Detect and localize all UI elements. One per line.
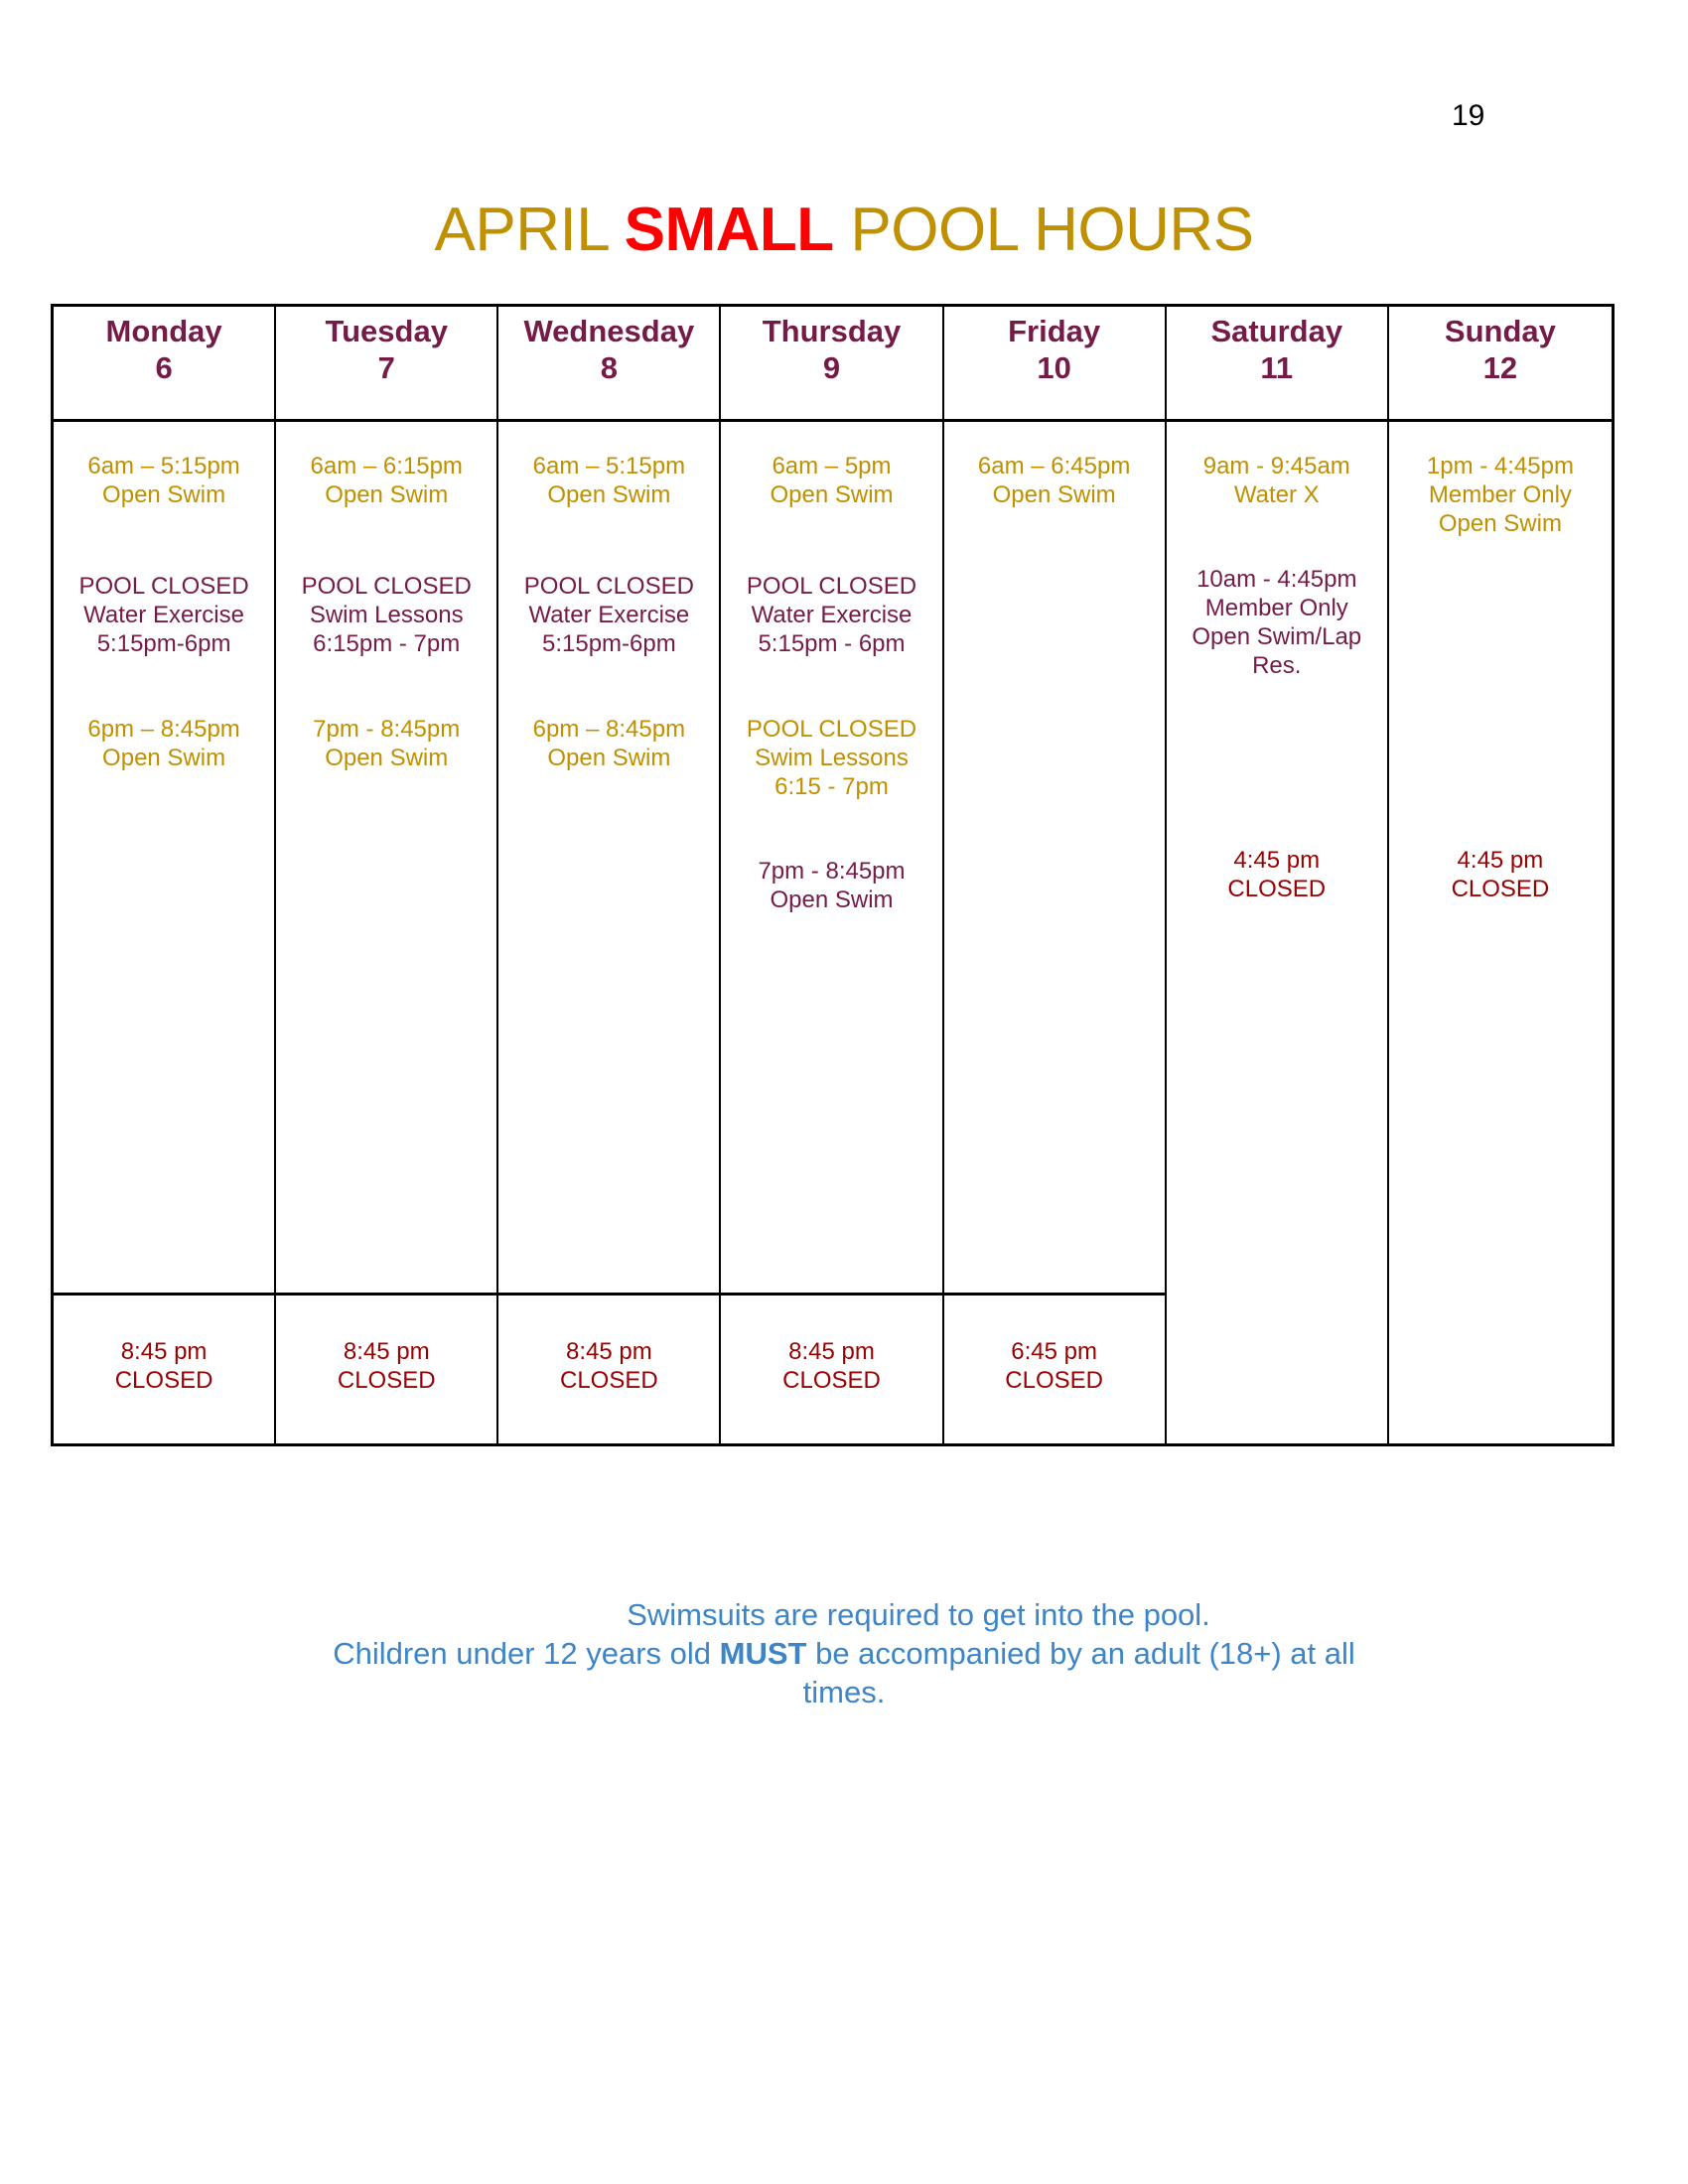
entry-time: 6pm – 8:45pm — [87, 716, 240, 743]
closing-time: 8:45 pm — [343, 1338, 430, 1365]
closing-label: CLOSED — [1227, 876, 1327, 902]
day-header-monday — [54, 307, 276, 419]
schedule-entry — [498, 572, 719, 658]
entry-activity: Open Swim — [547, 745, 671, 771]
entry-status: POOL CLOSED — [746, 573, 917, 600]
entry-activity: Water Exercise — [528, 602, 690, 628]
closing-label: CLOSED — [337, 1367, 436, 1394]
title-prefix: APRIL — [434, 196, 625, 264]
day-date: 6 — [155, 350, 173, 385]
day-date: 10 — [1037, 350, 1071, 385]
schedule-entry — [276, 572, 496, 658]
closing-cell — [498, 1293, 719, 1443]
children-rule-continued: times. — [802, 1675, 886, 1709]
schedule-table — [51, 304, 1615, 1446]
entry-activity: Open Swim — [547, 481, 671, 508]
rule-text: Children under 12 years old — [333, 1636, 720, 1671]
entry-activity: Open Swim — [1438, 510, 1562, 537]
schedule-entry — [54, 715, 274, 772]
children-rule — [0, 1634, 1688, 1673]
schedule-entry — [54, 452, 274, 509]
rule-text: be accompanied by an adult (18+) at all — [806, 1636, 1355, 1671]
entry-activity: Open Swim — [770, 887, 894, 913]
closing-entry — [721, 1337, 941, 1395]
day-column-friday — [944, 422, 1167, 1443]
day-date: 9 — [822, 350, 841, 385]
closing-time: 8:45 pm — [788, 1338, 875, 1365]
day-date: 7 — [377, 350, 395, 385]
entry-time: 6am – 6:15pm — [310, 453, 463, 479]
entry-time: 5:15pm - 6pm — [758, 630, 906, 657]
entry-time: 1pm - 4:45pm — [1426, 453, 1574, 479]
entry-time: 5:15pm-6pm — [96, 630, 231, 657]
page-number: 19 — [1452, 99, 1485, 132]
schedule-entry — [944, 452, 1165, 509]
schedule-entry — [721, 452, 941, 509]
entry-activity: Res. — [1252, 652, 1302, 679]
closing-cell — [721, 1293, 941, 1443]
closing-time: 4:45 pm — [1233, 847, 1321, 874]
entry-time: 6am – 5pm — [772, 453, 892, 479]
schedule-entry — [498, 715, 719, 772]
entry-activity: Open Swim — [102, 745, 226, 771]
day-header-wednesday — [498, 307, 721, 419]
day-column-tuesday — [276, 422, 498, 1443]
closing-cell — [276, 1293, 496, 1443]
entry-time: 7pm - 8:45pm — [758, 858, 906, 885]
closing-label: CLOSED — [782, 1367, 881, 1394]
day-name: Sunday — [1444, 314, 1556, 348]
entry-activity: Member Only — [1204, 595, 1348, 621]
entry-time: 5:15pm-6pm — [541, 630, 676, 657]
rule-emphasis: MUST — [719, 1636, 807, 1671]
closing-time: 6:45 pm — [1011, 1338, 1097, 1365]
entry-activity: Swim Lessons — [309, 602, 464, 628]
entry-activity: Swim Lessons — [755, 745, 909, 771]
swimsuit-rule: Swimsuits are required to get into the pool. — [627, 1597, 1210, 1632]
closing-cell — [54, 1293, 274, 1443]
closing-cell — [944, 1293, 1165, 1443]
day-header-thursday — [721, 307, 943, 419]
schedule-entry — [276, 715, 496, 772]
schedule-entry — [498, 452, 719, 509]
day-column-saturday — [1167, 422, 1389, 1443]
closing-label: CLOSED — [1005, 1367, 1103, 1394]
closing-label: CLOSED — [560, 1367, 658, 1394]
closing-time: 8:45 pm — [120, 1338, 208, 1365]
day-header-friday — [944, 307, 1167, 419]
entry-time: 6:15 - 7pm — [774, 773, 889, 800]
entry-activity: Open Swim — [770, 481, 894, 508]
schedule-entry — [721, 857, 941, 914]
closing-time: 8:45 pm — [565, 1338, 652, 1365]
schedule-entry — [721, 715, 941, 801]
closing-entry — [944, 1337, 1165, 1395]
schedule-entry — [1167, 565, 1387, 680]
closing-label: CLOSED — [114, 1367, 213, 1394]
schedule-entry — [721, 572, 941, 658]
entry-status: POOL CLOSED — [746, 716, 917, 743]
entry-time: 6am – 5:15pm — [87, 453, 240, 479]
day-date: 11 — [1260, 350, 1294, 385]
title-suffix: POOL HOURS — [833, 196, 1254, 264]
day-header-sunday — [1389, 307, 1612, 419]
entry-activity: Open Swim — [325, 745, 449, 771]
entry-status: POOL CLOSED — [523, 573, 694, 600]
day-column-monday — [54, 422, 276, 1443]
closing-time: 4:45 pm — [1457, 847, 1544, 874]
schedule-entry — [1389, 452, 1612, 538]
day-column-sunday — [1389, 422, 1612, 1443]
day-column-wednesday — [498, 422, 721, 1443]
closing-entry — [276, 1337, 496, 1395]
entry-activity: Member Only — [1428, 481, 1572, 508]
title-accent: SMALL — [624, 196, 834, 264]
page-title — [0, 195, 1688, 265]
day-header-tuesday — [276, 307, 498, 419]
entry-activity: Open Swim — [325, 481, 449, 508]
entry-time: 7pm - 8:45pm — [313, 716, 461, 743]
entry-activity: Open Swim/Lap — [1192, 623, 1362, 650]
entry-activity: Water X — [1233, 481, 1320, 508]
entry-time: 10am - 4:45pm — [1196, 566, 1357, 593]
closing-label: CLOSED — [1451, 876, 1550, 902]
schedule-entry — [54, 572, 274, 658]
day-date: 12 — [1482, 350, 1518, 385]
day-name: Thursday — [762, 314, 902, 348]
entry-time: 6am – 5:15pm — [532, 453, 686, 479]
day-name: Tuesday — [325, 314, 448, 348]
entry-activity: Water Exercise — [751, 602, 913, 628]
entry-status: POOL CLOSED — [301, 573, 472, 600]
day-name: Friday — [1008, 314, 1101, 348]
day-name: Wednesday — [523, 314, 695, 348]
header-row — [54, 307, 1612, 422]
closing-entry — [1389, 846, 1612, 903]
day-date: 8 — [600, 350, 618, 385]
day-header-saturday — [1167, 307, 1389, 419]
pool-rules-notice — [0, 1595, 1688, 1711]
schedule-body — [54, 422, 1612, 1443]
day-name: Saturday — [1210, 314, 1343, 348]
schedule-entry — [1167, 452, 1387, 509]
closing-entry — [498, 1337, 719, 1395]
closing-entry — [54, 1337, 274, 1395]
closing-entry — [1167, 846, 1387, 903]
entry-status: POOL CLOSED — [78, 573, 249, 600]
entry-time: 6:15pm - 7pm — [313, 630, 461, 657]
entry-activity: Water Exercise — [83, 602, 244, 628]
schedule-entry — [276, 452, 496, 509]
entry-time: 9am - 9:45am — [1202, 453, 1350, 479]
entry-activity: Open Swim — [102, 481, 226, 508]
day-name: Monday — [105, 314, 222, 348]
entry-time: 6pm – 8:45pm — [532, 716, 686, 743]
day-column-thursday — [721, 422, 943, 1443]
entry-activity: Open Swim — [992, 481, 1116, 508]
entry-time: 6am – 6:45pm — [977, 453, 1131, 479]
